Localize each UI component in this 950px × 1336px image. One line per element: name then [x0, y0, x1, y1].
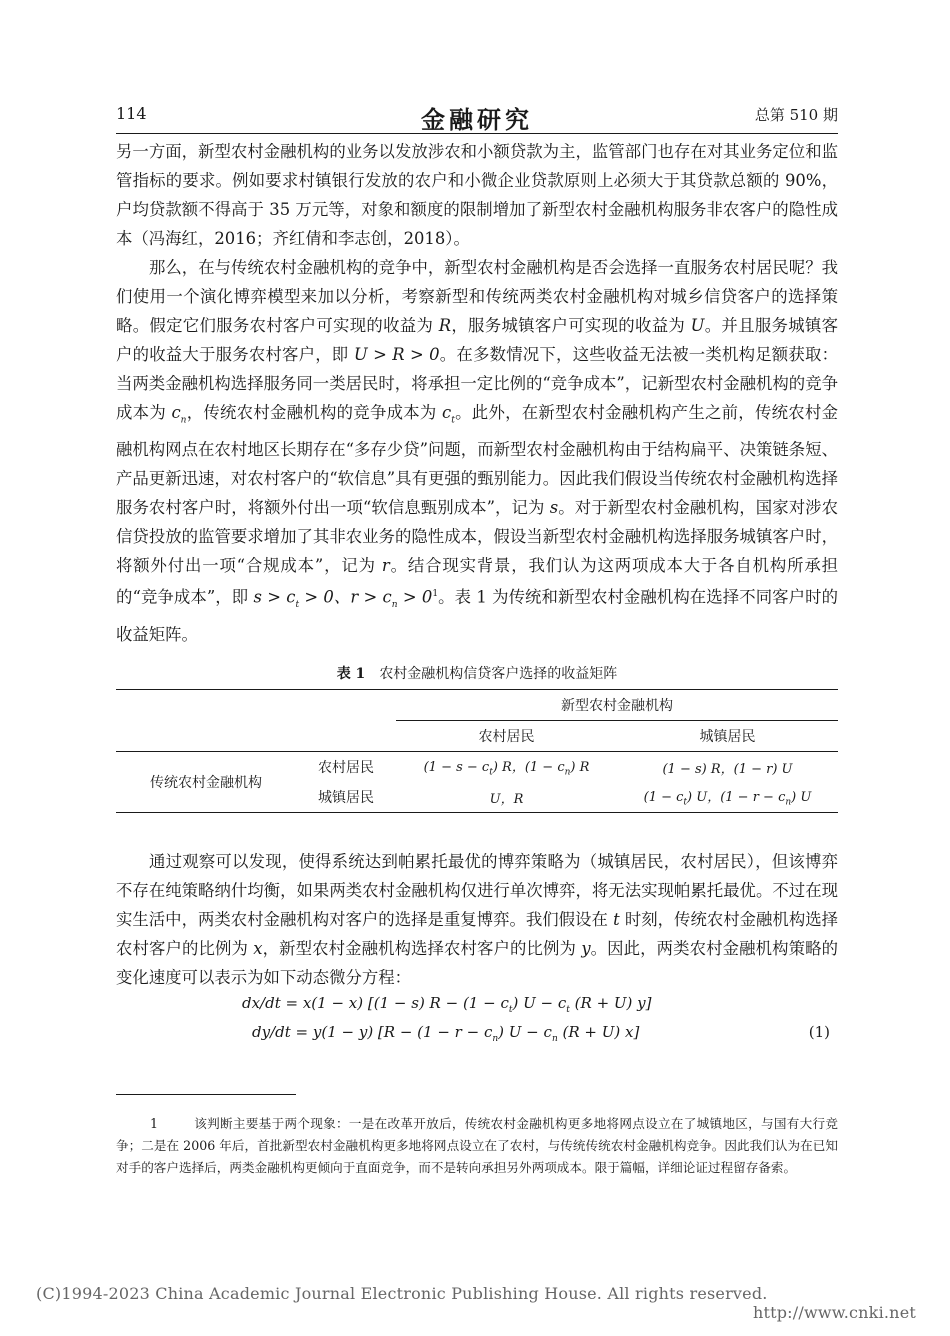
paragraph-3: 通过观察可以发现，使得系统达到帕累托最优的博弈策略为（城镇居民，农村居民），但该博弈不存在纯策略纳什均衡，如果两类农村金融机构仅进行单次博弈，将无法实现帕累托最优。不过在现实生活中，两类农村金融机构对客户的选择是重复博弈。我们假设在 t 时刻，传统农村金融机构选择农村客户的比例为 x，新型农村金融机构选择农村客户的比例为 y。因此，两类农村金融机构策略的变化速度可以表示为如下动态微分方程： [116, 852, 838, 988]
article-body [116, 137, 838, 1052]
copyright-footer [36, 1284, 916, 1322]
equation-dy: dy/dt = y(1 − y) [$R - (1 - r - c_n)$ $U - c_n$ (R + U) x] [252, 1023, 640, 1045]
col-group-header: 新型农村金融机构 [396, 690, 838, 721]
equation-dx: dx/dt = x(1 − x) [(1 − s) $R - (1 - c_t)$ $U - c_t$ (R + U) y] [242, 994, 652, 1016]
journal-title: 金融研究 [421, 105, 533, 134]
payoff-cell: (1 − s) R，(1 − r) U [617, 752, 838, 783]
payoff-matrix-table [116, 689, 838, 813]
footnote-number: 1 [150, 1116, 159, 1131]
equation-number: (1) [808, 1023, 830, 1042]
footnote-divider [116, 1094, 296, 1095]
payoff-cell: $(1 - c_t)$ U，$(1 - r - c_n)$ U [617, 782, 838, 813]
copyright-text: (C)1994-2023 China Academic Journal Electronic Publishing House. All rights reserved. [36, 1284, 768, 1303]
page-header [116, 100, 838, 134]
page-number: 114 [116, 104, 147, 123]
payoff-cell: U，R [396, 782, 617, 813]
payoff-cell: $(1 - s - c_t)$ R，$(1 - c_n)$ R [396, 752, 617, 783]
issue-number: 总第 510 期 [754, 106, 838, 124]
footnote [116, 1113, 838, 1179]
row-group-header: 传统农村金融机构 [116, 752, 296, 813]
equation-block [116, 994, 838, 1052]
paragraph-2: 那么，在与传统农村金融机构的竞争中，新型农村金融机构是否会选择一直服务农村居民呢？我们使用一个演化博弈模型来加以分析，考察新型和传统两类农村金融机构对城乡信贷客户的选择策略。假定它们服务农村客户可实现的收益为 R，服务城镇客户可实现的收益为 U。并且服务城镇客户的收益大于服务农村客户，即 U > R > 0。在多数情况下，这些收益无法被一类机构足额获取：当两类金融机构选择服务同一类居民时，将承担一定比例的“竞争成本”，记新型农村金融机构的竞争成本为 $c_n$，传统农村金融机构的竞争成本为 $c_t$。此外，在新型农村金融机构产生之前，传统农村金融机构网点在农村地区长期存在“多存少贷”问题，而新型农村金融机构由于结构扁平、决策链条短、产品更新迅速，对农村客户的“软信息”具有更强的甄别能力。因此我们假设当传统农村金融机构选择服务农村客户时，将额外付出一项“软信息甄别成本”，记为 s。对于新型农村金融机构，国家对涉农信贷投放的监管要求增加了其非农业务的隐性成本，假设当新型农村金融机构选择服务城镇客户时，将额外付出一项“合规成本”，记为 r。结合现实背景，我们认为这两项成本大于各自机构所承担的“竞争成本”，即 $s > c_t > 0$、$r > c_n > 0^1$。表 1 为传统和新型农村金融机构在选择不同客户时的收益矩阵。 [116, 258, 839, 645]
footnote-text: 该判断主要基于两个现象：一是在改革开放后，传统农村金融机构更多地将网点设立在了城镇地区，与国有大行竞争；二是在 2006 年后，首批新型农村金融机构更多地将网点设立在了农村，与传统传统农村金融机构竞争。因此我们认为在已知对手的客户选择后，两类金融机构更倾向于直面竞争，而不是转向承担另外两项成本。限于篇幅，详细论证过程留存备索。 [116, 1116, 838, 1175]
footnote-ref[interactable]: 1 [432, 589, 439, 600]
col-header-rural: 农村居民 [478, 729, 535, 746]
col-header-urban: 城镇居民 [699, 729, 756, 746]
row-header-urban: 城镇居民 [296, 782, 396, 813]
paragraph-1: 另一方面，新型农村金融机构的业务以发放涉农和小额贷款为主，监管部门也存在对其业务定位和监管指标的要求。例如要求村镇银行发放的农户和小微企业贷款原则上必须大于其贷款总额的 90%，户均贷款额不得高于 35 万元等，对象和额度的限制增加了新型农村金融机构服务非农客户的隐性成本（冯海红，2016；齐红倩和李志创，2018）。 [116, 142, 838, 248]
row-header-rural: 农村居民 [296, 752, 396, 783]
cnki-link[interactable]: http://www.cnki.net [752, 1303, 916, 1322]
header-divider [116, 133, 838, 134]
table-caption: 表 1 农村金融机构信贷客户选择的收益矩阵 [336, 666, 618, 683]
